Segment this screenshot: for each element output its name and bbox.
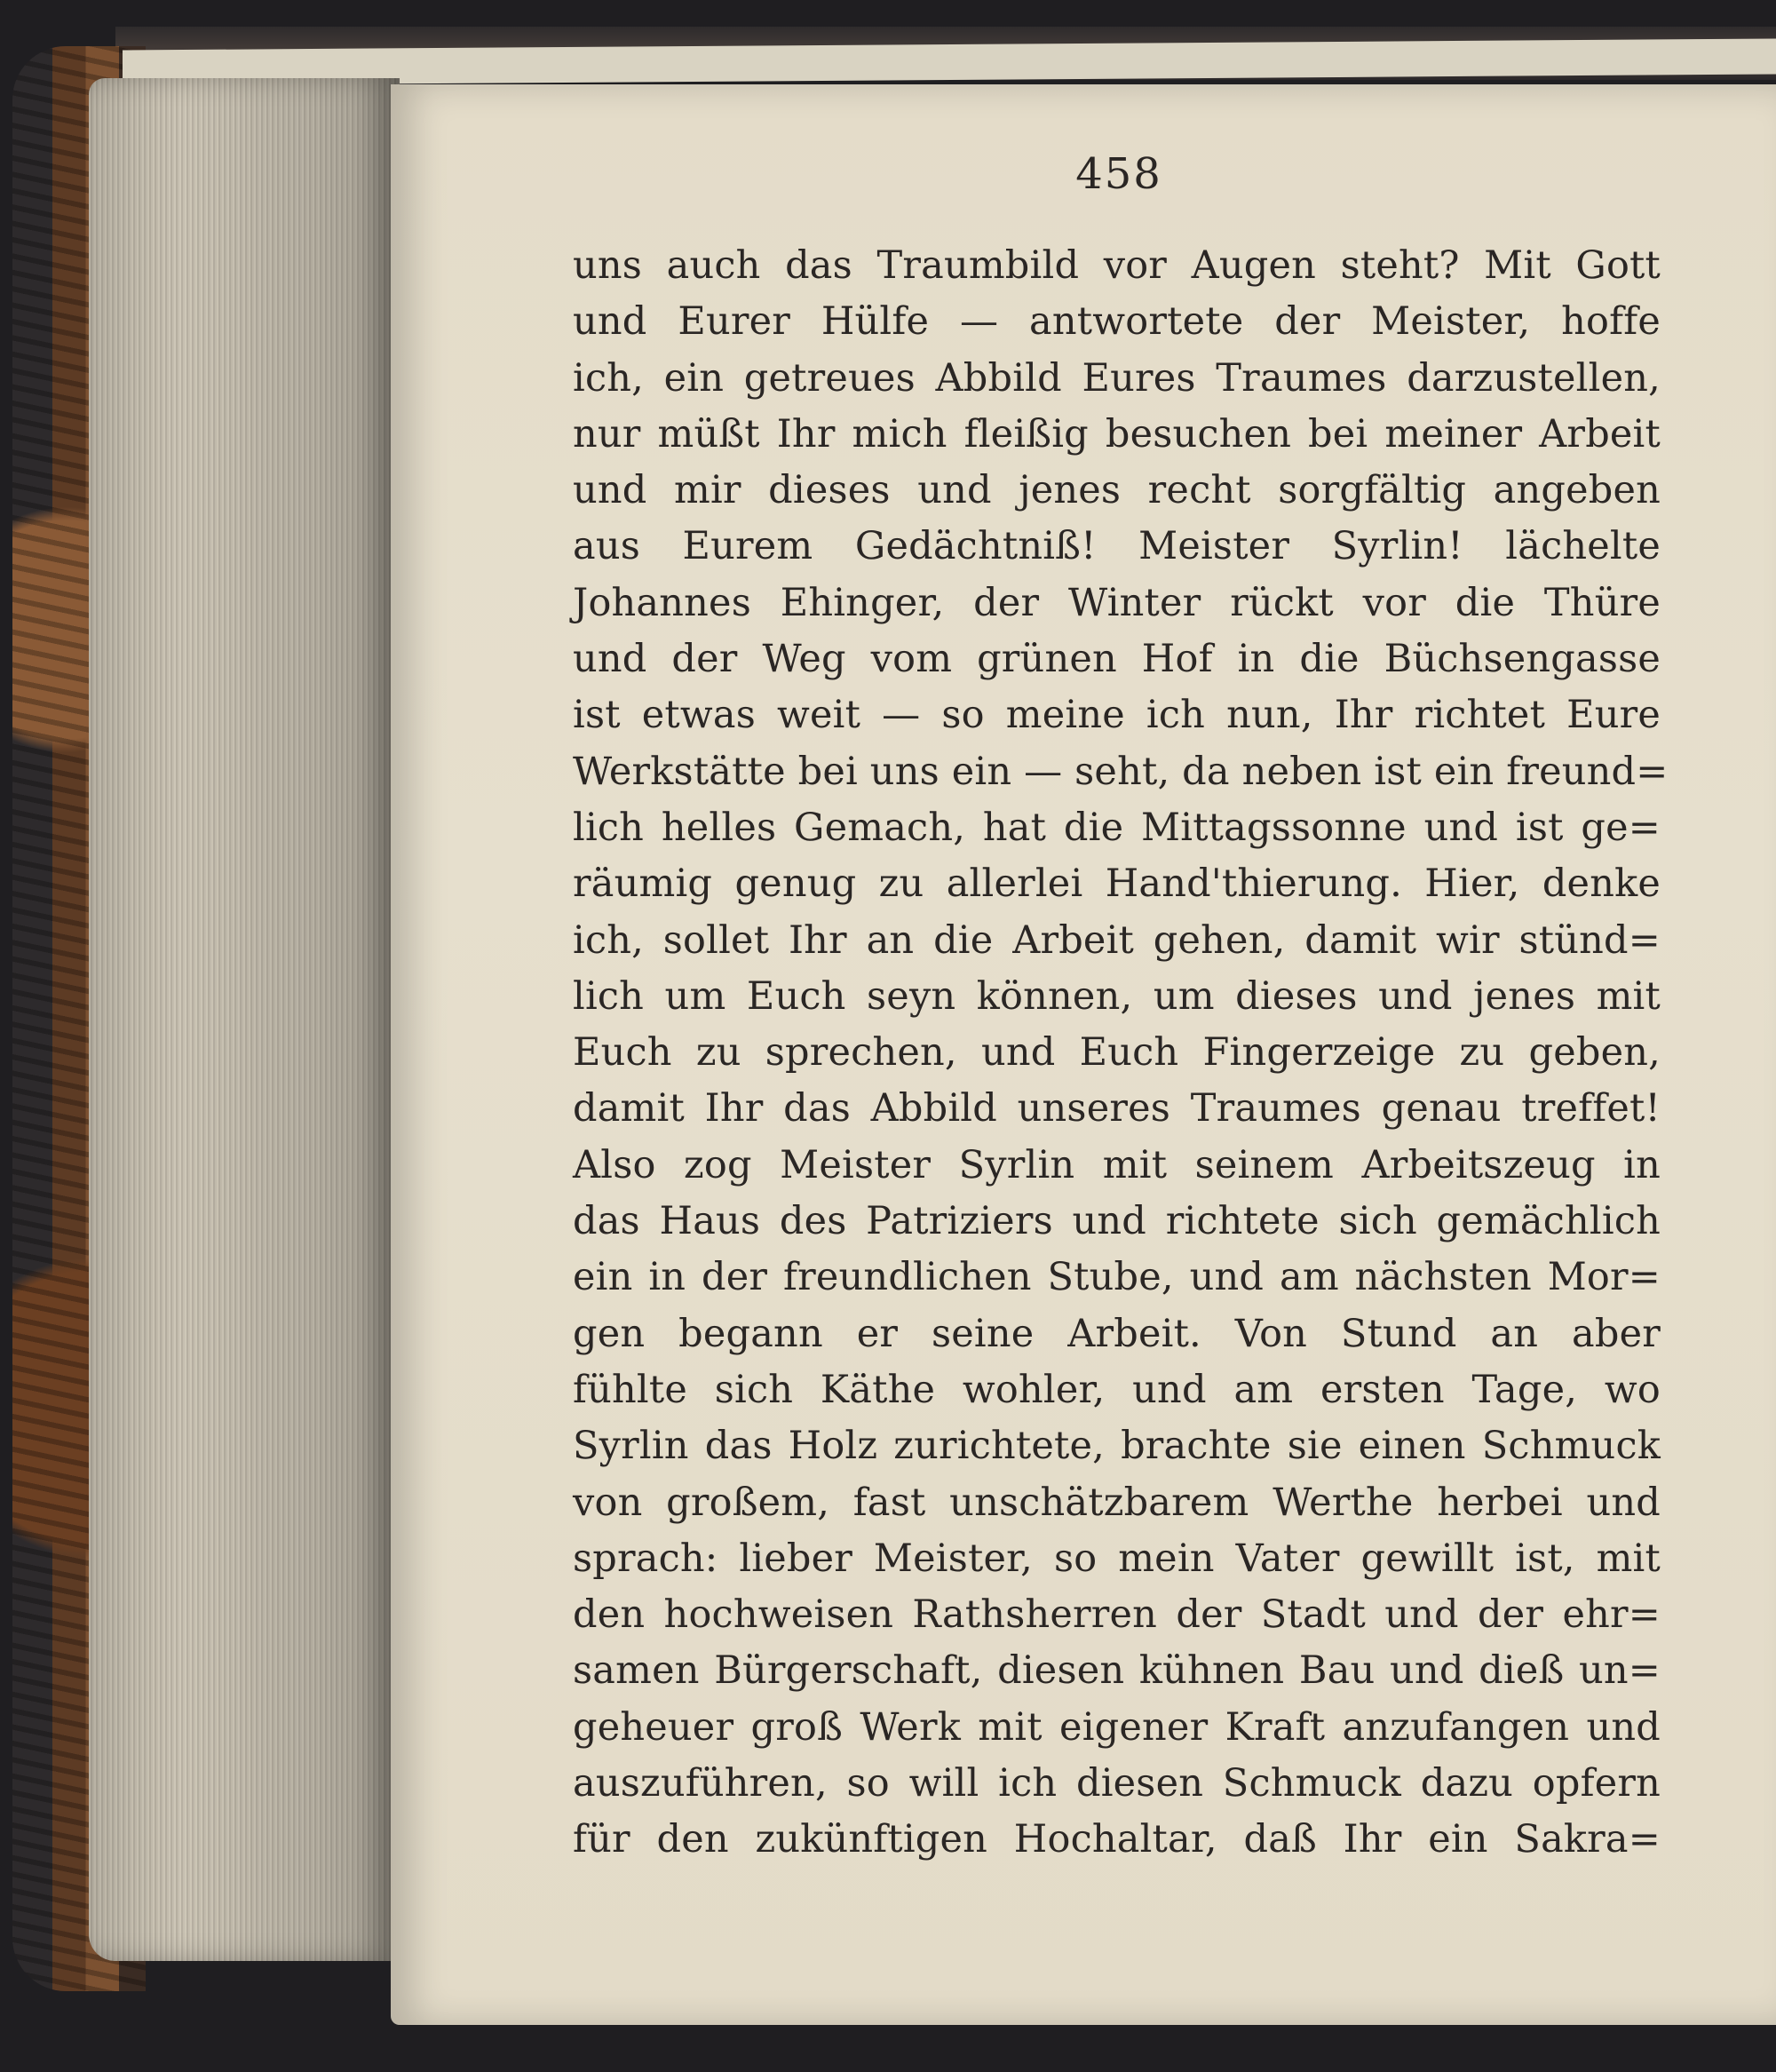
text-line: samen Bürgerschaft, diesen kühnen Bau und dieß un= [573, 1648, 1661, 1694]
text-line: aus Eurem Gedächtniß! Meister Syrlin! lächelte [573, 524, 1661, 569]
text-line: damit Ihr das Abbild unseres Traumes genau treffet! [573, 1086, 1661, 1131]
text-line: Also zog Meister Syrlin mit seinem Arbeitszeug in [573, 1142, 1661, 1187]
text-line: ist etwas weit — so meine ich nun, Ihr richtet Eure [573, 693, 1661, 738]
text-line: gen begann er seine Arbeit. Von Stund an aber [573, 1311, 1661, 1356]
text-line: sprach: lieber Meister, so mein Vater gewillt ist, mit [573, 1536, 1661, 1581]
text-line: Euch zu sprechen, und Euch Fingerzeige zu geben, [573, 1030, 1661, 1076]
text-line: ich, ein getreues Abbild Eures Traumes darzustellen, [573, 355, 1661, 401]
text-line: von großem, fast unschätzbarem Werthe herbei und [573, 1480, 1661, 1525]
text-line: lich helles Gemach, hat die Mittagssonne und ist ge= [573, 805, 1661, 850]
text-line: lich um Euch seyn können, um dieses und jenes mit [573, 973, 1661, 1019]
text-line: geheuer groß Werk mit eigener Kraft anzufangen und [573, 1704, 1661, 1750]
text-line: für den zukünftigen Hochaltar, daß Ihr ein Sakra= [573, 1817, 1661, 1862]
text-line: und Eurer Hülfe — antwortete der Meister, hoffe [573, 299, 1661, 345]
text-line: ich, sollet Ihr an die Arbeit gehen, damit wir stünd= [573, 917, 1661, 963]
text-line: auszuführen, so will ich diesen Schmuck dazu opfern [573, 1761, 1661, 1806]
page-stack-shadow [89, 78, 400, 1961]
text-line: Johannes Ehinger, der Winter rückt vor die Thüre [573, 580, 1661, 625]
text-line: räumig genug zu allerlei Hand'thierung. Hier, denke [573, 861, 1661, 907]
text-line: ein in der freundlichen Stube, und am nächsten Mor= [573, 1255, 1661, 1300]
text-line: Werkstätte bei uns ein — seht, da neben ist ein freund= [573, 749, 1669, 794]
text-line: Syrlin das Holz zurichtete, brachte sie einen Schmuck [573, 1424, 1661, 1469]
text-line: uns auch das Traumbild vor Augen steht? Mit Gott [573, 243, 1661, 288]
body-text [573, 238, 1669, 1869]
text-line: nur müßt Ihr mich fleißig besuchen bei meiner Arbeit [573, 411, 1661, 456]
text-line: den hochweisen Rathsherren der Stadt und der ehr= [573, 1592, 1661, 1638]
text-line: das Haus des Patriziers und richtete sich gemächlich [573, 1199, 1661, 1244]
text-line: fühlte sich Käthe wohler, und am ersten Tage, wo [573, 1367, 1661, 1412]
page-number: 458 [1075, 149, 1162, 199]
text-line: und der Weg vom grünen Hof in die Büchsengasse [573, 637, 1661, 682]
text-line: und mir dieses und jenes recht sorgfältig angeben [573, 468, 1661, 513]
